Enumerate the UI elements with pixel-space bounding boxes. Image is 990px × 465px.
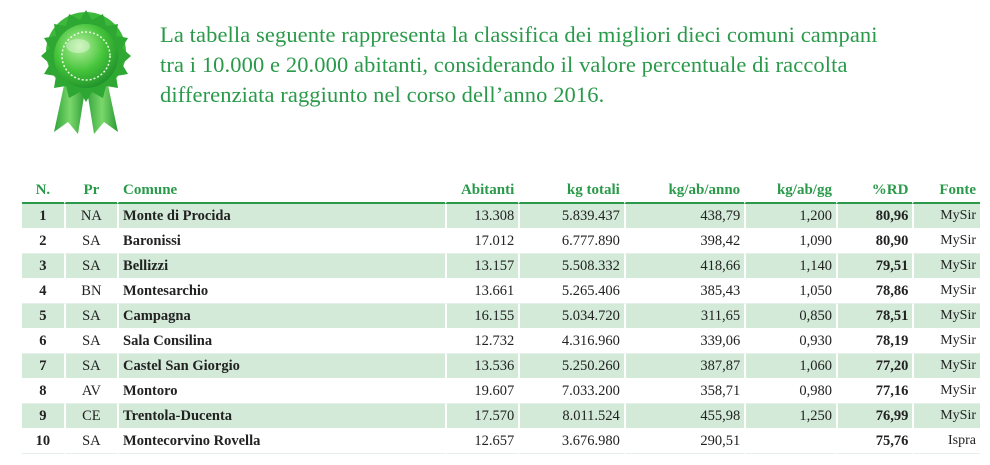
percent-rd-cell: 78,86 <box>836 279 912 304</box>
ranking-table <box>22 178 980 454</box>
source-cell: MySir <box>912 204 980 229</box>
source-cell: MySir <box>912 379 980 404</box>
source-cell: Ispra <box>912 429 980 454</box>
kg-per-inhabitant-day-cell: 0,850 <box>744 304 836 329</box>
kg-per-inhabitant-year-cell: 385,43 <box>624 279 744 304</box>
inhabitants-cell: 19.607 <box>445 379 518 404</box>
column-header-kg-per-inhabitant-day: kg/ab/gg <box>744 178 836 204</box>
column-header-kg-total: kg totali <box>518 178 624 204</box>
table-row <box>22 329 980 354</box>
inhabitants-cell: 13.308 <box>445 204 518 229</box>
province-cell: BN <box>64 279 117 304</box>
province-cell: SA <box>64 304 117 329</box>
column-header-source: Fonte <box>912 178 980 204</box>
province-cell: SA <box>64 329 117 354</box>
percent-rd-cell: 78,51 <box>836 304 912 329</box>
kg-per-inhabitant-day-cell: 1,250 <box>744 404 836 429</box>
province-cell: SA <box>64 254 117 279</box>
municipality-cell: Bellizzi <box>117 254 445 279</box>
kg-per-inhabitant-year-cell: 438,79 <box>624 204 744 229</box>
rank-cell: 3 <box>22 254 64 279</box>
municipality-cell: Montoro <box>117 379 445 404</box>
kg-per-inhabitant-year-cell: 339,06 <box>624 329 744 354</box>
municipality-cell: Baronissi <box>117 229 445 254</box>
source-cell: MySir <box>912 354 980 379</box>
table-row <box>22 404 980 429</box>
province-cell: CE <box>64 404 117 429</box>
municipality-cell: Campagna <box>117 304 445 329</box>
percent-rd-cell: 77,20 <box>836 354 912 379</box>
kg-total-cell: 5.034.720 <box>518 304 624 329</box>
province-cell: SA <box>64 229 117 254</box>
inhabitants-cell: 16.155 <box>445 304 518 329</box>
kg-total-cell: 4.316.960 <box>518 329 624 354</box>
source-cell: MySir <box>912 329 980 354</box>
inhabitants-cell: 13.157 <box>445 254 518 279</box>
table-row <box>22 254 980 279</box>
percent-rd-cell: 76,99 <box>836 404 912 429</box>
rank-cell: 7 <box>22 354 64 379</box>
kg-per-inhabitant-day-cell: 1,200 <box>744 204 836 229</box>
municipality-cell: Montecorvino Rovella <box>117 429 445 454</box>
award-rosette-icon <box>36 6 136 136</box>
column-header-inhabitants: Abitanti <box>445 178 518 204</box>
inhabitants-cell: 17.570 <box>445 404 518 429</box>
inhabitants-cell: 12.657 <box>445 429 518 454</box>
kg-per-inhabitant-year-cell: 398,42 <box>624 229 744 254</box>
column-header-municipality: Comune <box>117 178 445 204</box>
kg-total-cell: 5.250.260 <box>518 354 624 379</box>
source-cell: MySir <box>912 404 980 429</box>
municipality-cell: Sala Consilina <box>117 329 445 354</box>
kg-per-inhabitant-day-cell: 1,050 <box>744 279 836 304</box>
municipality-cell: Castel San Giorgio <box>117 354 445 379</box>
inhabitants-cell: 12.732 <box>445 329 518 354</box>
table-header-row <box>22 178 980 204</box>
kg-per-inhabitant-year-cell: 418,66 <box>624 254 744 279</box>
column-header-kg-per-inhabitant-year: kg/ab/anno <box>624 178 744 204</box>
table-row <box>22 379 980 404</box>
province-cell: SA <box>64 354 117 379</box>
kg-total-cell: 3.676.980 <box>518 429 624 454</box>
rank-cell: 2 <box>22 229 64 254</box>
kg-total-cell: 6.777.890 <box>518 229 624 254</box>
kg-total-cell: 8.011.524 <box>518 404 624 429</box>
column-header-percent-rd: %RD <box>836 178 912 204</box>
intro-line: tra i 10.000 e 20.000 abitanti, considerando il valore percentuale di raccolta <box>160 52 848 77</box>
kg-per-inhabitant-year-cell: 358,71 <box>624 379 744 404</box>
table-row <box>22 229 980 254</box>
inhabitants-cell: 13.536 <box>445 354 518 379</box>
rank-cell: 6 <box>22 329 64 354</box>
inhabitants-cell: 13.661 <box>445 279 518 304</box>
rank-cell: 8 <box>22 379 64 404</box>
municipality-cell: Montesarchio <box>117 279 445 304</box>
inhabitants-cell: 17.012 <box>445 229 518 254</box>
kg-per-inhabitant-year-cell: 387,87 <box>624 354 744 379</box>
rank-cell: 4 <box>22 279 64 304</box>
kg-per-inhabitant-year-cell: 311,65 <box>624 304 744 329</box>
kg-per-inhabitant-day-cell: 0,980 <box>744 379 836 404</box>
kg-total-cell: 5.265.406 <box>518 279 624 304</box>
source-cell: MySir <box>912 254 980 279</box>
percent-rd-cell: 77,16 <box>836 379 912 404</box>
kg-per-inhabitant-day-cell: 1,060 <box>744 354 836 379</box>
percent-rd-cell: 78,19 <box>836 329 912 354</box>
municipality-cell: Trentola-Ducenta <box>117 404 445 429</box>
kg-total-cell: 5.508.332 <box>518 254 624 279</box>
kg-per-inhabitant-year-cell: 290,51 <box>624 429 744 454</box>
source-cell: MySir <box>912 279 980 304</box>
percent-rd-cell: 75,76 <box>836 429 912 454</box>
kg-per-inhabitant-day-cell <box>744 429 836 454</box>
rank-cell: 10 <box>22 429 64 454</box>
kg-total-cell: 7.033.200 <box>518 379 624 404</box>
kg-per-inhabitant-day-cell: 1,090 <box>744 229 836 254</box>
rank-cell: 5 <box>22 304 64 329</box>
table-row <box>22 429 980 454</box>
kg-per-inhabitant-day-cell: 0,930 <box>744 329 836 354</box>
province-cell: NA <box>64 204 117 229</box>
intro-line: differenziata raggiunto nel corso dell’anno 2016. <box>160 82 605 107</box>
province-cell: AV <box>64 379 117 404</box>
table-row <box>22 304 980 329</box>
source-cell: MySir <box>912 304 980 329</box>
rank-cell: 9 <box>22 404 64 429</box>
kg-per-inhabitant-day-cell: 1,140 <box>744 254 836 279</box>
table-row <box>22 354 980 379</box>
intro-line: La tabella seguente rappresenta la classifica dei migliori dieci comuni campani <box>160 22 878 47</box>
province-cell: SA <box>64 429 117 454</box>
percent-rd-cell: 79,51 <box>836 254 912 279</box>
intro-paragraph <box>160 20 980 110</box>
column-header-rank: N. <box>22 178 64 204</box>
percent-rd-cell: 80,96 <box>836 204 912 229</box>
source-cell: MySir <box>912 229 980 254</box>
kg-per-inhabitant-year-cell: 455,98 <box>624 404 744 429</box>
municipality-cell: Monte di Procida <box>117 204 445 229</box>
table-row <box>22 279 980 304</box>
percent-rd-cell: 80,90 <box>836 229 912 254</box>
table-row <box>22 204 980 229</box>
kg-total-cell: 5.839.437 <box>518 204 624 229</box>
rank-cell: 1 <box>22 204 64 229</box>
header <box>0 0 990 150</box>
column-header-province: Pr <box>64 178 117 204</box>
